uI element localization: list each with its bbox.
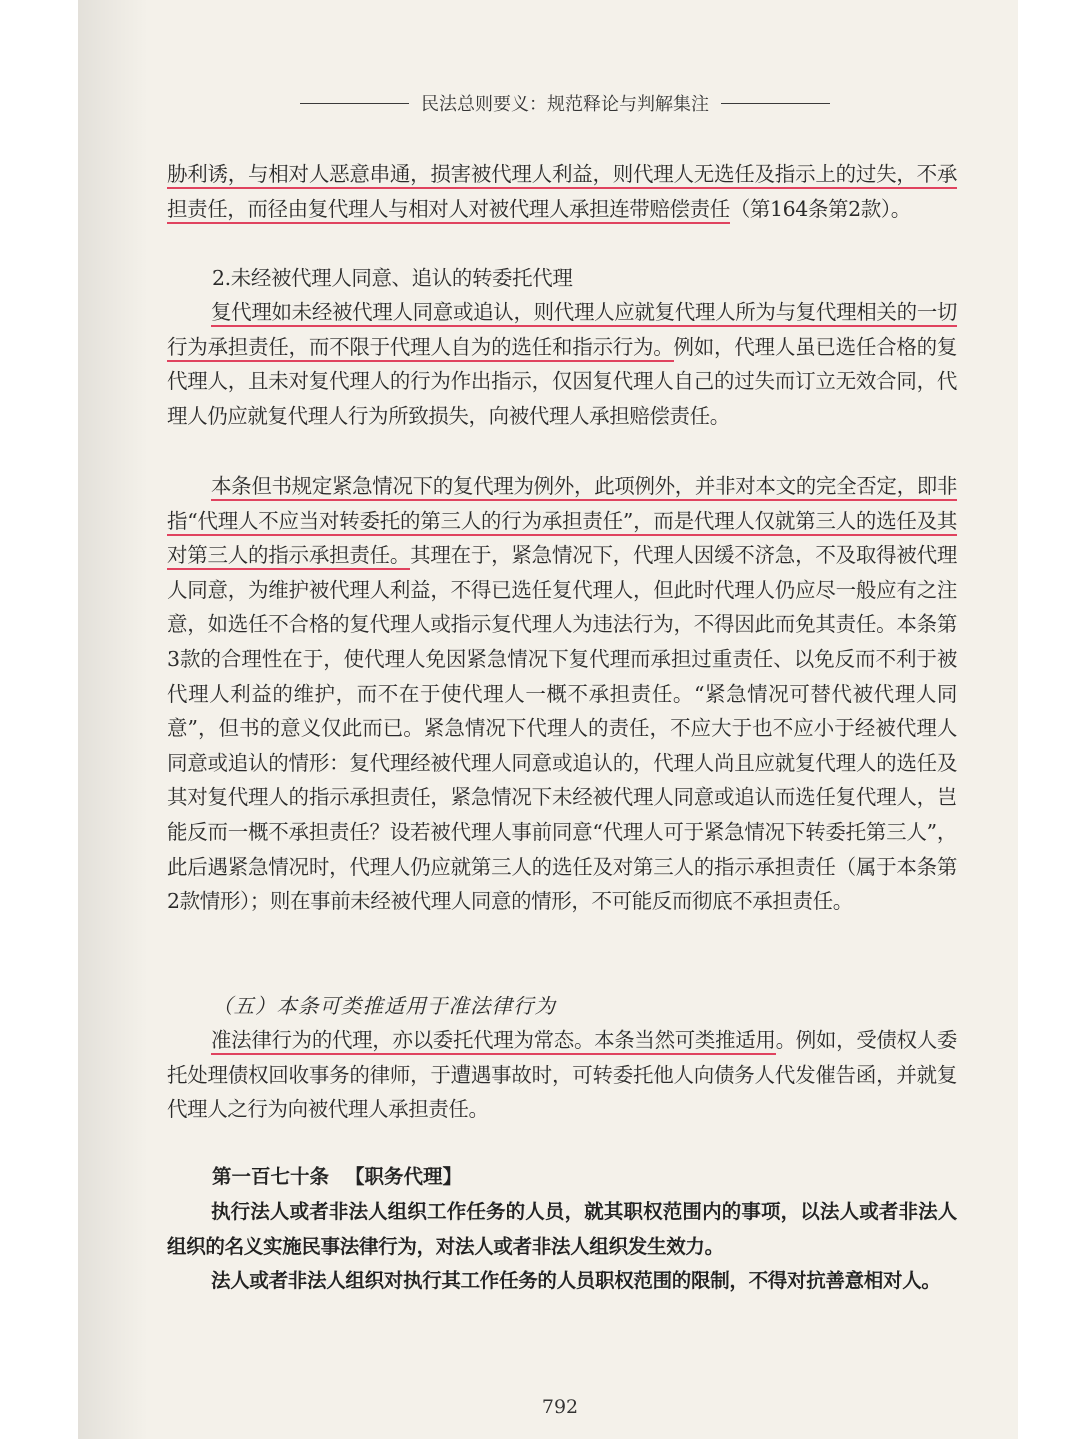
article-number: 第一百七十条 [212, 1165, 330, 1188]
paragraph-text: 。例如，受债权人委托处理债权回收事务的律师，于遭遇事故时，可转委托他人向债务人代发催告函，并就复代理人之行为向被代理人承担责任。 [167, 1028, 957, 1122]
page-fold-shadow [78, 0, 148, 1439]
paragraph-continued [167, 157, 957, 226]
underlined-text: 胁利诱，与相对人恶意串通，损害被代理人利益，则代理人无选任及指示上的过失，不承担责任，而径由复代理人与相对人对被代理人承担连带赔偿责任 [167, 162, 957, 224]
header-rule-left [300, 103, 409, 104]
underlined-text: 本条但书规定紧急情况下的复代理为例外，此项例外，并非对本文的完全否定，即非指“代理人不应当对转委托的第三人的行为承担责任”，而是代理人仅就第三人的选任及其对第三人的指示承担责任。 [167, 474, 957, 570]
header-rule-right [721, 103, 830, 104]
paragraph-text: （第164条第2款）。 [729, 196, 911, 221]
section-heading-five: （五）本条可类推适用于准法律行为 [212, 994, 556, 1018]
subsection-heading: 2.未经被代理人同意、追认的转委托代理 [212, 266, 573, 290]
page-number: 792 [541, 1396, 579, 1418]
paragraph-quasi-legal-acts [167, 1023, 957, 1127]
paragraph-emergency-exception [167, 469, 957, 919]
article-clause-2: 法人或者非法人组织对执行其工作任务的人员职权范围的限制，不得对抗善意相对人。 [211, 1269, 941, 1292]
article-name: 【职务代理】 [345, 1165, 463, 1188]
paragraph-text: 其理在于，紧急情况下，代理人因缓不济急，不及取得被代理人同意，为维护被代理人利益，不得已选任复代理人，但此时代理人仍应尽一般应有之注意，如选任不合格的复代理人或指示复代理人为违法行为，不得因此而免其责任。本条第3款的合理性在于，使代理人免因紧急情况下复代理而承担过重责任、以免反而不利于被代理人利益的维护，而不在于使代理人一概不承担责任。“紧急情况可替代被代理人同意”，但书的意义仅此而已。紧急情况下代理人的责任，不应大于也不应小于经被代理人同意或追认的情形：复代理经被代理人同意或追认的，代理人尚且应就复代理人的选任及其对复代理人的指示承担责任，紧急情况下未经被代理人同意或追认而选任复代理人，岂能反而一概不承担责任？设若被代理人事前同意“代理人可于紧急情况下转委托第三人”，此后遇紧急情况时，代理人仍应就第三人的选任及对第三人的指示承担责任（属于本条第2款情形）；则在事前未经被代理人同意的情形，不可能反而彻底不承担责任。 [167, 543, 957, 914]
underlined-text: 准法律行为的代理，亦以委托代理为常态。本条当然可类推适用 [211, 1028, 776, 1055]
underlined-text: 复代理如未经被代理人同意或追认，则代理人应就复代理人所为与复代理相关的一切行为承担责任，而不限于代理人自为的选任和指示行为。 [167, 300, 957, 362]
article-clause-1: 执行法人或者非法人组织工作任务的人员，就其职权范围内的事项，以法人或者非法人组织的名义实施民事法律行为，对法人或者非法人组织发生效力。 [167, 1200, 957, 1258]
article-heading [212, 1160, 462, 1194]
paragraph-unauthorized-subagency [167, 295, 957, 433]
paragraph-text: 例如，代理人虽已选任合格的复代理人，且未对复代理人的行为作出指示，仅因复代理人自己的过失而订立无效合同，代理人仍应就复代理人行为所致损失，向被代理人承担赔偿责任。 [167, 334, 957, 428]
header-title: 民法总则要义：规范释论与判解集注 [421, 94, 709, 115]
running-header [300, 88, 830, 118]
